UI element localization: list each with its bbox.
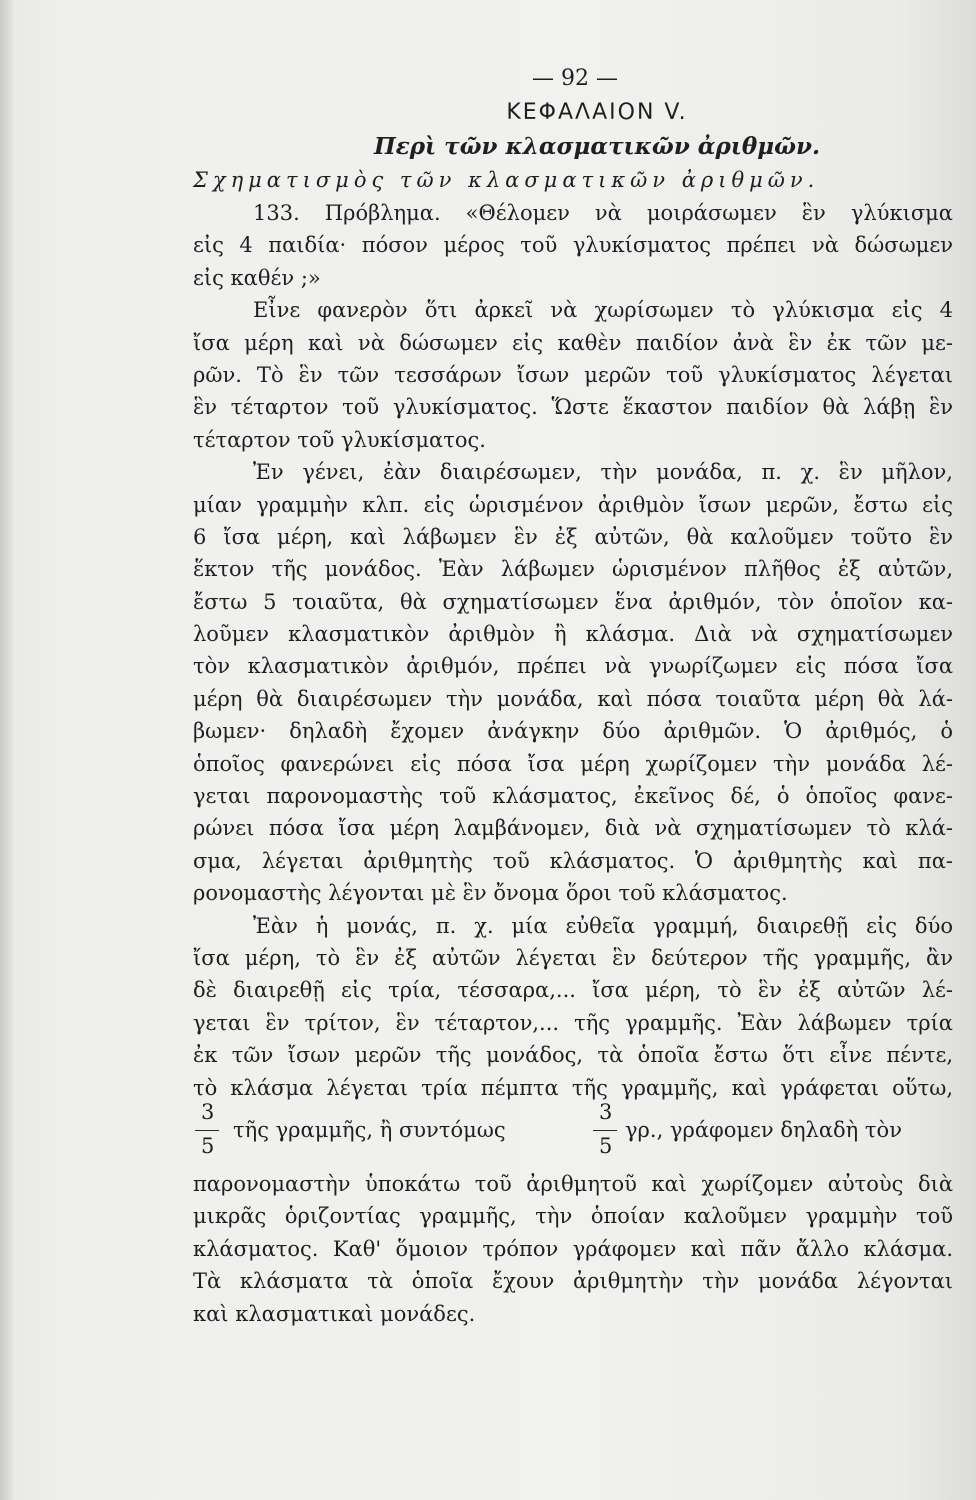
text-line: σμα, λέγεται ἀριθμητὴς τοῦ κλάσματος. Ὁ ἀριθμητὴς καὶ πα- xyxy=(193,848,953,873)
text-line: ἕκτον τῆς μονάδος. Ἐὰν λάβωμεν ὡρισμένον πλῆθος ἐξ αὐτῶν, xyxy=(193,557,953,582)
page-binding-edge xyxy=(0,0,14,1500)
text-line: ἐκ τῶν ἴσων μερῶν τῆς μονάδος, τὰ ὁποῖα ἔστω ὅτι εἶνε πέντε, xyxy=(193,1043,953,1068)
text-line: γεται ἓν τρίτον, ἓν τέταρτον,... τῆς γραμμῆς. Ἐὰν λάβωμεν τρία xyxy=(193,1010,953,1035)
text-line: παρονομαστὴν ὑποκάτω τοῦ ἀριθμητοῦ καὶ χωρίζομεν αὐτοὺς διὰ xyxy=(193,1171,953,1196)
text-line: ρῶν. Τὸ ἓν τῶν τεσσάρων ἴσων μερῶν τοῦ γλυκίσματος λέγεται xyxy=(193,362,953,387)
fraction-line xyxy=(193,1099,953,1168)
paragraph-solution xyxy=(193,294,953,456)
text-line: ὁποῖος φανερώνει εἰς πόσα ἴσα μέρη χωρίζομεν τὴν μονάδα λέ- xyxy=(193,751,953,776)
text-line: Εἶνε φανερὸν ὅτι ἀρκεῖ νὰ χωρίσωμεν τὸ γλύκισμα εἰς 4 xyxy=(253,298,953,323)
paragraph-problem xyxy=(193,197,953,294)
text-line: ἴσα μέρη καὶ νὰ δώσωμεν εἰς καθὲν παιδίον ἀνὰ ἓν ἐκ τῶν με- xyxy=(193,330,953,355)
fraction-denominator: 5 xyxy=(599,1133,613,1158)
text-line: τέταρτον τοῦ γλυκίσματος. xyxy=(193,427,486,452)
text-line: κλάσματος. Καθ' ὅμοιον τρόπον γράφομεν καὶ πᾶν ἄλλο κλάσμα. xyxy=(193,1236,953,1261)
text-line: μίαν γραμμὴν κλπ. εἰς ὡρισμένον ἀριθμὸν ἴσων μερῶν, ἔστω εἰς xyxy=(193,492,953,517)
text-line: βωμεν· δηλαδὴ ἔχομεν ἀνάγκην δύο ἀριθμῶν. Ὁ ἀριθμός, ὁ xyxy=(193,719,953,744)
fraction-denominator: 5 xyxy=(201,1133,215,1158)
text-line: τὸ κλάσμα λέγεται τρία πέμπτα τῆς γραμμῆς, καὶ γράφεται οὕτω, xyxy=(193,1075,953,1100)
text-line: λοῦμεν κλασματικὸν ἀριθμὸν ἢ κλάσμα. Διὰ νὰ σχηματίσωμεν xyxy=(193,622,953,647)
text-line: ρώνει πόσα ἴσα μέρη λαμβάνομεν, διὰ νὰ σχηματίσωμεν τὸ κλά- xyxy=(193,816,953,841)
text-line: ρονομαστὴς λέγονται μὲ ἓν ὄνομα ὅροι τοῦ κλάσματος. xyxy=(193,881,788,906)
chapter-title: ΚΕΦΑΛΑΙΟΝ V. xyxy=(506,100,688,125)
text-line: γεται παρονομαστὴς τοῦ κλάσματος, ἐκεῖνος δέ, ὁ ὁποῖος φανε- xyxy=(193,784,953,809)
text-line: 133. Πρόβλημα. «Θέλομεν νὰ μοιράσωμεν ἓν γλύκισμα xyxy=(253,201,953,225)
paragraph-example xyxy=(193,910,953,1104)
chapter-subtitle: Περὶ τῶν κλασματικῶν ἀριθμῶν. xyxy=(374,133,820,160)
text-line: Ἐν γένει, ἐὰν διαιρέσωμεν, τὴν μονάδα, π. χ. ἓν μῆλον, xyxy=(253,460,953,485)
text-line: εἰς καθέν ;» xyxy=(193,265,321,290)
text-line: δὲ διαιρεθῇ εἰς τρία, τέσσαρα,... ἴσα μέρη, τὸ ἓν ἐξ αὐτῶν λέ- xyxy=(193,978,953,1003)
text-line: 6 ἴσα μέρη, καὶ λάβωμεν ἓν ἐξ αὐτῶν, θὰ καλοῦμεν τοῦτο ἓν xyxy=(193,524,953,549)
text-line: Τὰ κλάσματα τὰ ὁποῖα ἔχουν ἀριθμητὴν τὴν μονάδα λέγονται xyxy=(193,1269,953,1294)
text-line: μικρᾶς ὁριζοντίας γραμμῆς, τὴν ὁποίαν καλοῦμεν γραμμὴν τοῦ xyxy=(193,1204,953,1229)
text-line: Ἐὰν ἡ μονάς, π. χ. μία εὐθεῖα γραμμή, διαιρεθῇ εἰς δύο xyxy=(253,913,953,938)
paragraph-notation xyxy=(193,1168,953,1330)
fraction-numerator: 3 xyxy=(599,1099,613,1124)
text-line: εἰς 4 παιδία· πόσον μέρος τοῦ γλυκίσματος πρέπει νὰ δώσωμεν xyxy=(193,233,953,258)
text-line: μέρη θὰ διαιρέσωμεν τὴν μονάδα, καὶ πόσα τοιαῦτα μέρη θὰ λά- xyxy=(193,686,953,711)
page-text xyxy=(193,62,953,1330)
text-line: καὶ κλασματικαὶ μονάδες. xyxy=(193,1301,476,1326)
fraction-text: γρ., γράφομεν δηλαδὴ τὸν xyxy=(625,1117,902,1142)
text-line: ἓν τέταρτον τοῦ γλυκίσματος. Ὥστε ἕκαστον παιδίον θὰ λάβῃ ἓν xyxy=(193,395,953,420)
fraction-numerator: 3 xyxy=(201,1099,215,1124)
text-line: ἴσα μέρη, τὸ ἓν ἐξ αὐτῶν λέγεται ἓν δεύτερον τῆς γραμμῆς, ἂν xyxy=(193,945,953,970)
text-line: τὸν κλασματικὸν ἀριθμόν, πρέπει νὰ γνωρίζωμεν εἰς πόσα ἴσα xyxy=(193,654,953,679)
paragraph-general xyxy=(193,456,953,909)
fraction-text: τῆς γραμμῆς, ἢ συντόμως xyxy=(233,1117,506,1142)
section-title: Σχηματισμὸς τῶν κλασματικῶν ἀριθμῶν. xyxy=(193,168,820,192)
text-line: ἔστω 5 τοιαῦτα, θὰ σχηματίσωμεν ἕνα ἀριθμόν, τὸν ὁποῖον κα- xyxy=(193,589,953,614)
page-number: — 92 — xyxy=(532,66,618,91)
